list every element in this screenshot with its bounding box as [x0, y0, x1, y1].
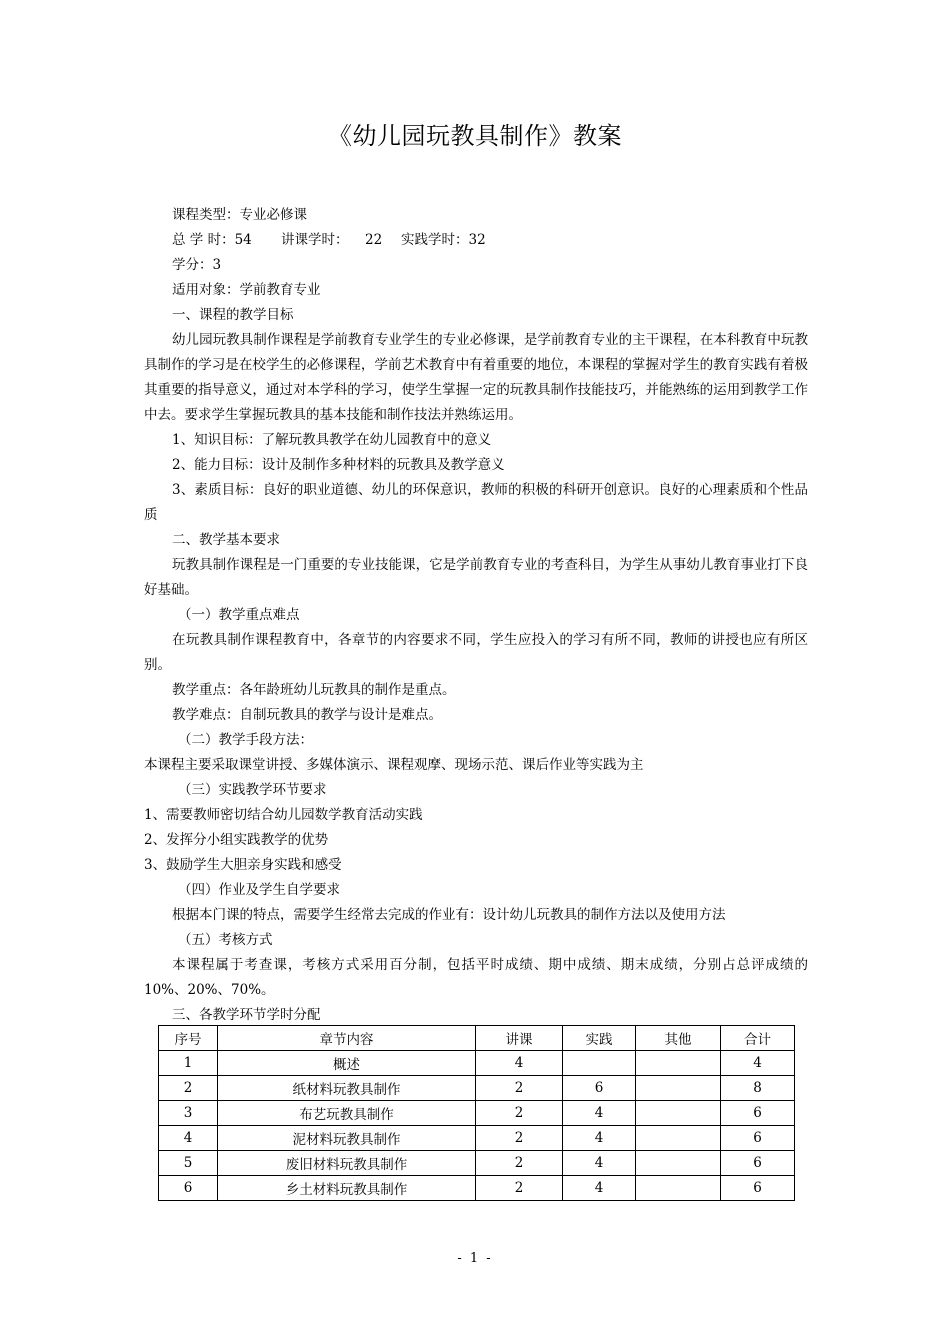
header-total: 合计	[721, 1026, 795, 1051]
cell-lecture: 4	[476, 1051, 563, 1076]
subsection-5-heading: （五）考核方式	[178, 932, 273, 948]
cell-total: 6	[721, 1151, 795, 1176]
cell-chapter: 乡土材料玩教具制作	[218, 1176, 476, 1201]
cell-lecture: 2	[476, 1101, 563, 1126]
cell-lecture: 2	[476, 1176, 563, 1201]
subsection-2-heading: （二）教学手段方法：	[178, 732, 313, 748]
table-row	[159, 1151, 795, 1176]
cell-practice: 4	[563, 1126, 636, 1151]
goal-knowledge: 1、知识目标：了解玩教具教学在幼儿园教育中的意义	[172, 432, 492, 448]
subsection-3-heading: （三）实践教学环节要求	[178, 782, 327, 798]
header-chapter: 章节内容	[218, 1026, 476, 1051]
goal-ability: 2、能力目标：设计及制作多种材料的玩教具及教学意义	[172, 457, 505, 473]
header-lecture: 讲课	[476, 1026, 563, 1051]
table-row	[159, 1176, 795, 1201]
cell-total: 6	[721, 1101, 795, 1126]
goal-quality: 3、素质目标：良好的职业道德、幼儿的环保意识，教师的积极的科研开创意识。良好的心理素质和个性品质	[144, 482, 808, 523]
cell-other	[636, 1151, 721, 1176]
section-2-paragraph: 玩教具制作课程是一门重要的专业技能课，它是学前教育专业的考查科目，为学生从事幼儿教育事业打下良好基础。	[144, 557, 808, 598]
hours-row	[144, 228, 808, 253]
subsection-1-heading: （一）教学重点难点	[178, 607, 300, 623]
section-1-paragraph: 幼儿园玩教具制作课程是学前教育专业学生的专业必修课，是学前教育专业的主干课程，在本科教育中玩教具制作的学习是在校学生的必修课程，学前艺术教育中有着重要的地位，本课程的掌握对学生的教育实践有着极其重要的指导意义，通过对本学科的学习，使学生掌握一定的玩教具制作技能技巧，并能熟练的运用到教学工作中去。要求学生掌握玩教具的基本技能和制作技法并熟练运用。	[144, 332, 808, 423]
header-practice: 实践	[563, 1026, 636, 1051]
teaching-difficulty: 教学难点：自制玩教具的教学与设计是难点。	[172, 707, 442, 723]
cell-practice: 4	[563, 1101, 636, 1126]
teaching-key-point: 教学重点：各年龄班幼儿玩教具的制作是重点。	[172, 682, 456, 698]
cell-chapter: 废旧材料玩教具制作	[218, 1151, 476, 1176]
cell-other	[636, 1176, 721, 1201]
cell-index: 6	[159, 1176, 218, 1201]
cell-chapter: 概述	[218, 1051, 476, 1076]
subsection-4-paragraph: 根据本门课的特点，需要学生经常去完成的作业有：设计幼儿玩教具的制作方法以及使用方法	[172, 907, 726, 923]
table-row	[159, 1101, 795, 1126]
practice-item-2: 2、发挥分小组实践教学的优势	[144, 832, 329, 848]
cell-index: 2	[159, 1076, 218, 1101]
cell-chapter: 纸材料玩教具制作	[218, 1076, 476, 1101]
hours-table	[158, 1025, 795, 1201]
cell-practice: 4	[563, 1176, 636, 1201]
header-other: 其他	[636, 1026, 721, 1051]
subsection-1-paragraph: 在玩教具制作课程教育中，各章节的内容要求不同，学生应投入的学习有所不同，教师的讲授也应有所区别。	[144, 632, 808, 673]
table-header-row	[159, 1026, 795, 1051]
cell-other	[636, 1126, 721, 1151]
credits: 学分：3	[172, 257, 222, 273]
cell-lecture: 2	[476, 1126, 563, 1151]
cell-index: 1	[159, 1051, 218, 1076]
section-2-heading: 二、教学基本要求	[172, 532, 280, 548]
course-type: 课程类型：专业必修课	[172, 207, 307, 223]
cell-total: 6	[721, 1126, 795, 1151]
cell-other	[636, 1051, 721, 1076]
section-1-heading: 一、课程的教学目标	[172, 307, 294, 323]
cell-index: 5	[159, 1151, 218, 1176]
section-3-heading: 三、各教学环节学时分配	[172, 1007, 321, 1023]
cell-practice: 6	[563, 1076, 636, 1101]
cell-practice	[563, 1051, 636, 1076]
total-hours: 总 学 时：54	[172, 232, 252, 248]
subsection-4-heading: （四）作业及学生自学要求	[178, 882, 340, 898]
cell-index: 3	[159, 1101, 218, 1126]
subsection-5-paragraph: 本课程属于考查课，考核方式采用百分制，包括平时成绩、期中成绩、期末成绩，分别占总评成绩的10%、20%、70%。	[144, 957, 808, 998]
table-row	[159, 1076, 795, 1101]
table-row	[159, 1051, 795, 1076]
hours-table-wrapper	[158, 1025, 795, 1201]
cell-other	[636, 1101, 721, 1126]
practice-hours: 实践学时：32	[401, 232, 486, 248]
cell-chapter: 布艺玩教具制作	[218, 1101, 476, 1126]
cell-practice: 4	[563, 1151, 636, 1176]
cell-lecture: 2	[476, 1151, 563, 1176]
lecture-hours-value: 22	[365, 232, 383, 248]
header-index: 序号	[159, 1026, 218, 1051]
cell-lecture: 2	[476, 1076, 563, 1101]
cell-chapter: 泥材料玩教具制作	[218, 1126, 476, 1151]
practice-item-1: 1、需要教师密切结合幼儿园数学教育活动实践	[144, 807, 423, 823]
cell-other	[636, 1076, 721, 1101]
practice-item-3: 3、鼓励学生大胆亲身实践和感受	[144, 857, 342, 873]
audience: 适用对象：学前教育专业	[172, 282, 321, 298]
cell-total: 4	[721, 1051, 795, 1076]
cell-total: 6	[721, 1176, 795, 1201]
document-body	[144, 203, 808, 1028]
cell-index: 4	[159, 1126, 218, 1151]
subsection-2-paragraph: 本课程主要采取课堂讲授、多媒体演示、课程观摩、现场示范、课后作业等实践为主	[144, 757, 644, 773]
document-title: 《幼儿园玩教具制作》教案	[328, 122, 622, 150]
table-row	[159, 1126, 795, 1151]
lecture-hours-label: 讲课学时：	[281, 232, 349, 248]
page-number: - 1 -	[457, 1251, 493, 1266]
cell-total: 8	[721, 1076, 795, 1101]
